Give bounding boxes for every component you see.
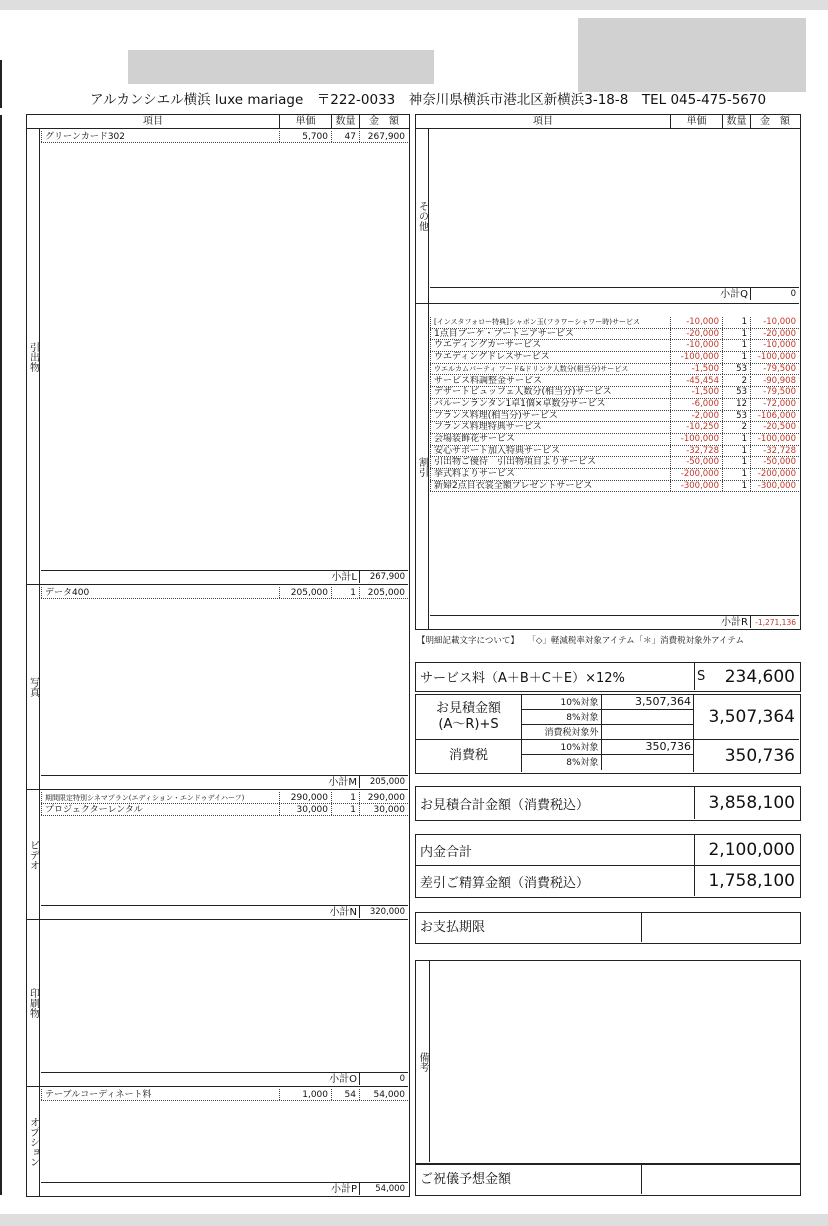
tax-row-value: 350,736 (645, 740, 691, 753)
item-qty: 53 (722, 364, 750, 375)
item-price: -1,500 (670, 364, 722, 375)
item-name: [インスタフォロー特典]シャボン玉(フラワーシャワー時)サービス (430, 317, 670, 328)
remarks-label: 備考 (416, 961, 430, 1162)
estimate-row-label: 10%対象 (522, 695, 602, 709)
item-amount: -20,000 (750, 329, 799, 340)
item-name: サービス料調整金サービス (430, 376, 670, 387)
item-name: ウエディングカーサービス (430, 340, 670, 351)
item-qty: 1 (331, 792, 359, 803)
item-qty: 1 (722, 481, 750, 492)
top-margin-bar (0, 0, 828, 10)
notation-note: 【明細記載文字について】 「◇」軽減税率対象アイテム「＊」消費税対象外アイテム (417, 636, 744, 646)
item-price: -200,000 (670, 469, 722, 480)
item-qty: 53 (722, 411, 750, 422)
item-amount: -100,000 (750, 352, 799, 363)
item-name: テーブルコーディネート料 (41, 1089, 279, 1100)
item-name: フランス料理特典サービス (430, 422, 670, 433)
col-item: 項目 (143, 116, 163, 127)
item-qty: 1 (722, 457, 750, 468)
item-price: 290,000 (279, 792, 331, 803)
item-amount: 267,900 (359, 131, 408, 142)
table-row (430, 376, 799, 388)
tax-label: 消費税 (416, 740, 522, 772)
item-price: -20,000 (670, 329, 722, 340)
redacted-block-right (578, 18, 806, 92)
table-row (41, 804, 408, 816)
item-qty: 1 (722, 469, 750, 480)
item-price: -10,000 (670, 317, 722, 328)
subtotal-label: 小計N (329, 907, 357, 918)
section-photo (27, 584, 408, 789)
estimate-label-1: お見積金額 (435, 701, 501, 716)
item-qty: 1 (331, 804, 359, 815)
item-price: -2,000 (670, 411, 722, 422)
col-amount: 金 額 (359, 115, 408, 128)
tax-row-label: 10%対象 (522, 740, 602, 754)
item-name: 期間限定特別シネマプラン(エディション・エンドゥデイハーフ) (41, 792, 279, 803)
tax-row (522, 755, 693, 770)
col-qty: 数量 (331, 115, 359, 128)
item-name: フランス料理(相当分)サービス (430, 411, 670, 422)
subtotal-value: 205,000 (359, 776, 408, 788)
item-name: ウエルカムパーティ フード&ドリンク人数分(相当分)サービス (430, 364, 670, 375)
item-amount: -72,000 (750, 399, 799, 410)
section-option (27, 1086, 408, 1196)
section-gift (27, 129, 408, 584)
item-name: 挙式料よりサービス (430, 469, 670, 480)
remarks-box (415, 960, 801, 1164)
item-amount: -79,500 (750, 387, 799, 398)
section-print-label: 印刷物 (27, 920, 40, 1086)
section-option-label: オプション (27, 1087, 40, 1196)
section-print (27, 919, 408, 1086)
item-qty: 47 (331, 131, 359, 142)
section-other (416, 129, 799, 303)
subtotal-video (41, 905, 408, 918)
subtotal-value: 0 (359, 1073, 408, 1085)
item-amount: -32,728 (750, 446, 799, 457)
item-name: 新婦2点目衣裳全額プレゼントサービス (430, 481, 670, 492)
item-amount: 30,000 (359, 804, 408, 815)
table-row (430, 446, 799, 458)
item-name: データ400 (41, 587, 279, 598)
table-row (430, 434, 799, 446)
estimate-label (416, 695, 522, 740)
item-qty: 1 (722, 329, 750, 340)
subtotal-label: 小計M (328, 777, 357, 788)
subtotal-discount (430, 615, 799, 628)
page-edge-line-top (0, 60, 2, 108)
estimate-row-value (602, 710, 693, 724)
subtotal-label: 小計L (331, 572, 357, 583)
item-qty: 1 (722, 317, 750, 328)
table-row (430, 469, 799, 481)
section-video (27, 789, 408, 919)
item-amount: -50,000 (750, 457, 799, 468)
service-fee-s: S (694, 663, 714, 690)
deposit-amount: 2,100,000 (694, 835, 799, 865)
item-qty: 1 (722, 434, 750, 445)
table-row (41, 587, 408, 599)
item-qty: 2 (722, 376, 750, 387)
total-box (415, 786, 801, 821)
estimate-row-label: 消費税対象外 (522, 725, 602, 739)
redacted-block-left (128, 50, 434, 84)
item-price: -10,000 (670, 340, 722, 351)
item-name: 会場装飾花サービス (430, 434, 670, 445)
estimate-amount: 3,507,364 (694, 695, 799, 740)
table-row (430, 422, 799, 434)
item-amount: 205,000 (359, 587, 408, 598)
deposit-box (415, 834, 801, 898)
item-name: 安心サポート加入特典サービス (430, 446, 670, 457)
tax-row (522, 740, 693, 755)
tax-row-label: 8%対象 (522, 755, 602, 770)
page-edge-line (0, 115, 2, 1195)
item-amount: -10,000 (750, 340, 799, 351)
estimate-label-2: (A～R)+S (438, 717, 499, 732)
subtotal-label: 小計R (721, 617, 748, 628)
balance-amount: 1,758,100 (694, 866, 799, 896)
item-qty: 1 (331, 587, 359, 598)
tax-breakdown (522, 740, 694, 772)
item-qty: 1 (722, 340, 750, 351)
table-row (430, 364, 799, 376)
col-qty: 数量 (722, 115, 750, 128)
section-photo-label: 写真 (27, 585, 40, 789)
item-price: -45,454 (670, 376, 722, 387)
subtotal-value: 267,900 (359, 571, 408, 583)
tax-row-value (602, 755, 693, 770)
subtotal-value: 320,000 (359, 906, 408, 918)
section-other-label: その他 (416, 129, 429, 303)
estimate-row-value: 3,507,364 (635, 695, 691, 708)
service-fee-box (415, 662, 801, 692)
table-row (430, 481, 799, 493)
item-amount: -200,000 (750, 469, 799, 480)
subtotal-label: 小計O (329, 1074, 357, 1085)
item-qty: 53 (722, 387, 750, 398)
item-amount: -10,000 (750, 317, 799, 328)
gift-money-label: ご祝儀予想金額 (416, 1165, 642, 1194)
item-price: 1,000 (279, 1089, 331, 1100)
right-table (415, 114, 801, 630)
estimate-row (522, 710, 693, 725)
col-price: 単価 (279, 115, 331, 128)
total-label: お見積合計金額（消費税込） (420, 797, 590, 813)
subtotal-print (41, 1072, 408, 1085)
estimate-row-value (602, 725, 693, 739)
left-table-header (27, 115, 409, 129)
payment-deadline-box (415, 912, 801, 944)
balance-label: 差引ご精算金額（消費税込） (420, 875, 590, 891)
item-amount: -100,000 (750, 434, 799, 445)
col-item: 項目 (533, 116, 553, 127)
item-name: デザートビュッフェ人数分(相当分)サービス (430, 387, 670, 398)
item-price: -6,000 (670, 399, 722, 410)
subtotal-label: 小計P (330, 1184, 357, 1195)
col-amount: 金 額 (750, 115, 799, 128)
item-amount: -90,908 (750, 376, 799, 387)
venue-header: アルカンシエル横浜 luxe mariage 〒222-0033 神奈川県横浜市港北区新横浜3-18-8 TEL 045-475-5670 (90, 92, 767, 108)
item-price: -10,250 (670, 422, 722, 433)
service-fee-amount: 234,600 (724, 666, 795, 687)
total-amount: 3,858,100 (694, 787, 799, 819)
item-qty: 1 (722, 446, 750, 457)
item-qty: 2 (722, 422, 750, 433)
table-row (41, 1089, 408, 1101)
subtotal-value: 0 (750, 288, 799, 300)
item-price: -100,000 (670, 352, 722, 363)
item-name: 1点目ブーケ・ブートニアサービス (430, 329, 670, 340)
section-gift-label: 引出物 (27, 129, 40, 584)
estimate-row (522, 695, 693, 710)
item-name: バルーンランタン1卓1個×卓数分サービス (430, 399, 670, 410)
estimate-row-label: 8%対象 (522, 710, 602, 724)
table-row (430, 352, 799, 364)
item-price: -100,000 (670, 434, 722, 445)
estimate-breakdown (522, 695, 694, 740)
gift-money-box (415, 1164, 801, 1196)
item-amount: 290,000 (359, 792, 408, 803)
estimate-row (522, 725, 693, 739)
table-row (430, 399, 799, 411)
section-discount (416, 303, 799, 629)
item-name: グリーンカード302 (41, 131, 279, 142)
subtotal-other (430, 287, 799, 300)
estimate-box (415, 694, 801, 774)
item-amount: -20,500 (750, 422, 799, 433)
table-row (430, 317, 799, 329)
subtotal-value: -1,271,136 (750, 616, 799, 628)
section-discount-label: 割引 (416, 304, 429, 629)
item-name: 引出物ご優待 引出物項目よりサービス (430, 457, 670, 468)
item-price: -300,000 (670, 481, 722, 492)
service-fee-label: サービス料（A＋B＋C＋E）×12% (420, 671, 625, 686)
subtotal-value: 54,000 (359, 1183, 408, 1195)
item-qty: 54 (331, 1089, 359, 1100)
subtotal-photo (41, 775, 408, 788)
right-table-header (416, 115, 800, 129)
item-price: -32,728 (670, 446, 722, 457)
col-price: 単価 (670, 115, 722, 128)
subtotal-label: 小計Q (720, 289, 748, 300)
subtotal-gift (41, 570, 408, 583)
item-price: 205,000 (279, 587, 331, 598)
item-qty: 1 (722, 352, 750, 363)
payment-deadline-label: お支払期限 (416, 913, 642, 942)
table-row (430, 329, 799, 341)
subtotal-option (41, 1182, 408, 1195)
item-amount: -79,500 (750, 364, 799, 375)
table-row (430, 387, 799, 399)
item-price: 30,000 (279, 804, 331, 815)
tax-amount: 350,736 (724, 746, 795, 766)
item-amount: -106,000 (750, 411, 799, 422)
table-row (430, 340, 799, 352)
table-row (430, 457, 799, 469)
item-price: 5,700 (279, 131, 331, 142)
table-row (41, 131, 408, 143)
item-price: -50,000 (670, 457, 722, 468)
deposit-label: 内金合計 (420, 844, 473, 860)
item-qty: 12 (722, 399, 750, 410)
table-row (430, 411, 799, 423)
item-amount: 54,000 (359, 1089, 408, 1100)
bottom-margin-bar (0, 1214, 828, 1226)
item-amount: -300,000 (750, 481, 799, 492)
item-name: プロジェクターレンタル (41, 804, 279, 815)
item-price: -1,500 (670, 387, 722, 398)
item-name: ウエディングドレスサービス (430, 352, 670, 363)
section-video-label: ビデオ (27, 790, 40, 919)
table-row (41, 792, 408, 804)
left-table (26, 114, 410, 1197)
